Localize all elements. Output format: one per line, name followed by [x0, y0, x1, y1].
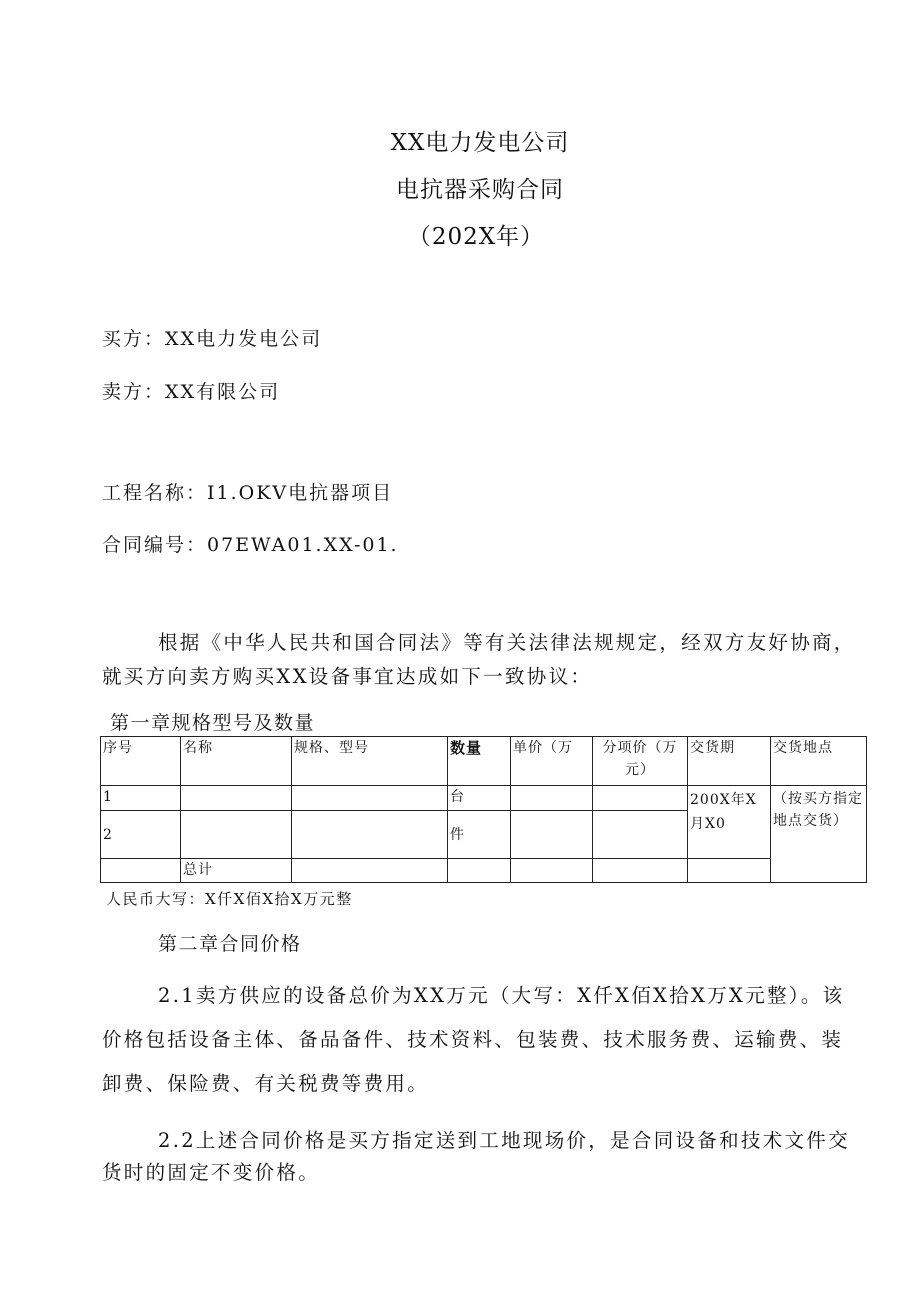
header-subtotal: 分项价（万元）: [593, 737, 688, 786]
header-spec: 规格、型号: [292, 737, 448, 786]
total-row: [101, 859, 867, 883]
row1-spec: [292, 786, 448, 811]
row1-no: 1: [101, 786, 181, 811]
buyer-label: 买方：: [102, 328, 166, 350]
total-delivery: [688, 859, 771, 883]
row2-unit-price: [511, 811, 593, 859]
row1-name: [181, 786, 292, 811]
buyer-line: [102, 324, 322, 351]
total-empty: [101, 859, 181, 883]
doc-company: XX电力发电公司: [390, 130, 570, 156]
row2-spec: [292, 811, 448, 859]
row2-subtotal: [593, 811, 688, 859]
doc-title: 电抗器采购合同: [396, 177, 564, 203]
intro-paragraph: 根据《中华人民共和国合同法》等有关法律法规规定，经双方友好协商，就买方向卖方购买XX设备事宜达成如下一致协议：: [102, 631, 856, 688]
total-subtotal: [593, 859, 688, 883]
delivery-date-cell: 200X年X月X0: [688, 786, 771, 859]
project-name-line: [102, 478, 393, 505]
table-row: [101, 786, 867, 811]
header-name: 名称: [181, 737, 292, 786]
row1-qty: 台: [448, 786, 511, 811]
header-delivery-place: 交货地点: [771, 737, 867, 786]
row2-no: 2: [101, 811, 181, 859]
seller-label: 卖方：: [102, 381, 166, 403]
doc-year: （202X年）: [407, 224, 545, 250]
header-no: 序号: [101, 737, 181, 786]
clause-2-1: 2.1卖方供应的设备总价为XX万元（大写：X仟X佰X拾X万X元整）。该价格包括设备主体、备品备件、技术资料、包装费、技术服务费、运输费、装卸费、保险费、有关税费等费用。: [102, 984, 845, 1095]
project-name-value: I1.OKV电抗器项目: [207, 482, 394, 504]
contract-number-value: 07EWA01.XX-01.: [207, 534, 399, 556]
table-header-row: [101, 737, 867, 786]
clause-2-2: 2.2上述合同价格是买方指定送到工地现场价，是合同设备和技术文件交货时的固定不变价格。: [102, 1129, 850, 1184]
total-spec: [292, 859, 448, 883]
header-unit-price: 单价（万: [511, 737, 593, 786]
delivery-place-cell: （按买方指定地点交货）: [771, 786, 867, 883]
buyer-value: XX电力发电公司: [165, 328, 323, 350]
header-delivery-date: 交货期: [688, 737, 771, 786]
contract-number-label: 合同编号：: [102, 534, 208, 556]
project-name-label: 工程名称：: [102, 482, 208, 504]
row2-name: [181, 811, 292, 859]
row1-unit-price: [511, 786, 593, 811]
chapter1-title: 第一章规格型号及数量: [110, 712, 316, 734]
row2-qty: 件: [448, 811, 511, 859]
total-unit-price: [511, 859, 593, 883]
rmb-caps: 人民币大写：X仟X佰X拾X万元整: [106, 890, 353, 908]
spec-table: [100, 736, 867, 883]
row1-subtotal: [593, 786, 688, 811]
total-label: 总计: [181, 859, 292, 883]
contract-number-line: [102, 530, 399, 557]
total-qty: [448, 859, 511, 883]
header-qty: 数量: [448, 737, 511, 786]
seller-value: XX有限公司: [165, 381, 281, 403]
seller-line: [102, 377, 280, 404]
chapter2-title: 第二章合同价格: [158, 933, 302, 955]
